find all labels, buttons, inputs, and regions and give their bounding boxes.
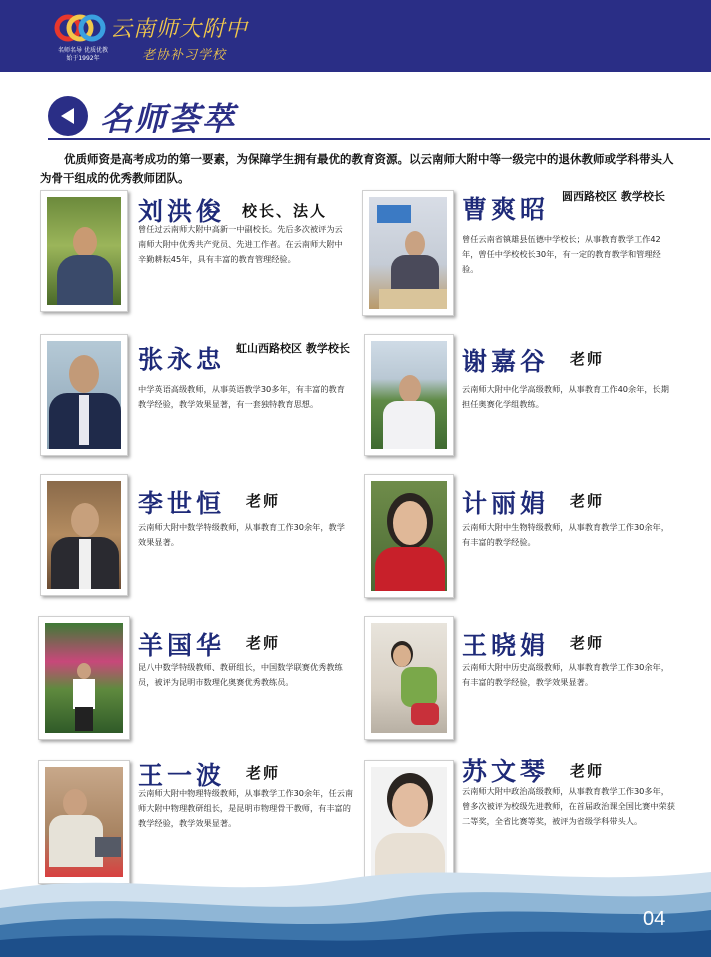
teacher-desc-9: 云南师大附中物理特级教师，从事教学工作30余年，任云南师大附中物理教研组长，是昆明市物理骨干教师，有丰富的教学经验，教学效果显著。 xyxy=(138,788,354,828)
teacher-photo-3 xyxy=(40,334,128,456)
teacher-desc-8: 云南师大附中历史高级教师，从事教育教学工作30余年，有丰富的教学经验，教学效果显著。 xyxy=(462,662,669,687)
school-name: 云南师大附中 xyxy=(110,17,249,42)
teacher-desc-5: 云南师大附中数学特级教师，从事教育工作30余年，教学效果显著。 xyxy=(138,522,345,547)
back-arrow-icon xyxy=(48,96,88,136)
teacher-photo-8 xyxy=(364,616,454,740)
teacher-desc-10: 云南师大附中政治高级教师，从事教育教学工作30多年，曾多次被评为校级先进教师，在首届政治课全国比赛中荣获二等奖，全省比赛等奖，被评为省级学科带头人。 xyxy=(462,786,675,826)
teacher-name-1: 刘洪俊 xyxy=(138,197,226,226)
intro-paragraph: 优质师资是高考成功的第一要素，为保障学生拥有最优的教育资源。以云南师大附中等一级完中的退休教师或学科带头人为骨干组成的优秀教师团队。 xyxy=(40,152,674,185)
teacher-role-2: 圆西路校区 教学校长 xyxy=(562,190,665,203)
teacher-desc-7: 昆八中数学特级教师、教研组长，中国数学联赛优秀教练员，被评为昆明市数理化奥赛优秀教练员。 xyxy=(138,662,343,687)
section-title-row xyxy=(0,88,711,140)
teacher-name-6: 计丽娟 xyxy=(462,489,550,518)
teacher-desc-4: 云南师大附中化学高级教师，从事教育工作40余年，长期担任奥赛化学组教练。 xyxy=(462,384,669,409)
teacher-photo-1 xyxy=(40,190,128,312)
logo-caption-line-1: 名师名导 优质优教 xyxy=(58,47,108,54)
teacher-role-8: 老师 xyxy=(570,634,605,652)
teacher-name-5: 李世恒 xyxy=(138,489,226,518)
school-subtitle: 老协补习学校 xyxy=(142,48,227,63)
teacher-role-10: 老师 xyxy=(570,762,605,780)
teacher-role-7: 老师 xyxy=(246,634,281,652)
teacher-photo-7 xyxy=(38,616,130,740)
teacher-role-4: 老师 xyxy=(570,350,605,368)
decorative-waves xyxy=(0,780,711,957)
teacher-role-9: 老师 xyxy=(246,764,281,782)
teacher-desc-1: 曾任过云南师大附中高新一中副校长。先后多次被评为云南师大附中优秀共产党员、先进工作者。在云南师大附中辛勤耕耘45年，具有丰富的教育管理经验。 xyxy=(138,224,343,264)
teacher-role-3: 虹山西路校区 教学校长 xyxy=(236,342,350,355)
teacher-role-1: 校长、法人 xyxy=(242,202,328,220)
teacher-name-4: 谢嘉谷 xyxy=(462,347,550,376)
teacher-desc-2: 曾任云南省镇雄县伍德中学校长；从事教育教学工作42年，曾任中学校校长30年，有一定的教育教学和管理经验。 xyxy=(462,234,661,274)
teacher-name-3: 张永忠 xyxy=(138,345,226,374)
teacher-name-7: 羊国华 xyxy=(138,631,226,660)
teacher-desc-6: 云南师大附中生物特级教师，从事教育教学工作30余年，有丰富的教学经验。 xyxy=(462,522,669,547)
page-number: 04 xyxy=(643,908,666,930)
teacher-name-10: 苏文琴 xyxy=(462,757,550,786)
teacher-photo-5 xyxy=(40,474,128,596)
school-logo-icon xyxy=(54,12,106,52)
teacher-desc-3: 中学英语高级教师，从事英语教学30多年，有丰富的教育教学经验，教学效果显著，有一套独特教育思想。 xyxy=(138,384,345,409)
logo-caption-line-2: 始于1992年 xyxy=(66,55,100,62)
teacher-role-5: 老师 xyxy=(246,492,281,510)
teacher-name-2: 曹爽昭 xyxy=(462,195,550,224)
teacher-photo-6 xyxy=(364,474,454,598)
teacher-name-9: 王一波 xyxy=(138,761,226,790)
header-bar xyxy=(0,0,711,72)
title-divider xyxy=(48,138,710,140)
section-title: 名师荟萃 xyxy=(100,100,237,138)
teacher-photo-2 xyxy=(362,190,454,316)
teacher-photo-4 xyxy=(364,334,454,456)
teacher-name-8: 王晓娟 xyxy=(462,631,550,660)
logo-caption xyxy=(50,47,116,63)
teacher-role-6: 老师 xyxy=(570,492,605,510)
